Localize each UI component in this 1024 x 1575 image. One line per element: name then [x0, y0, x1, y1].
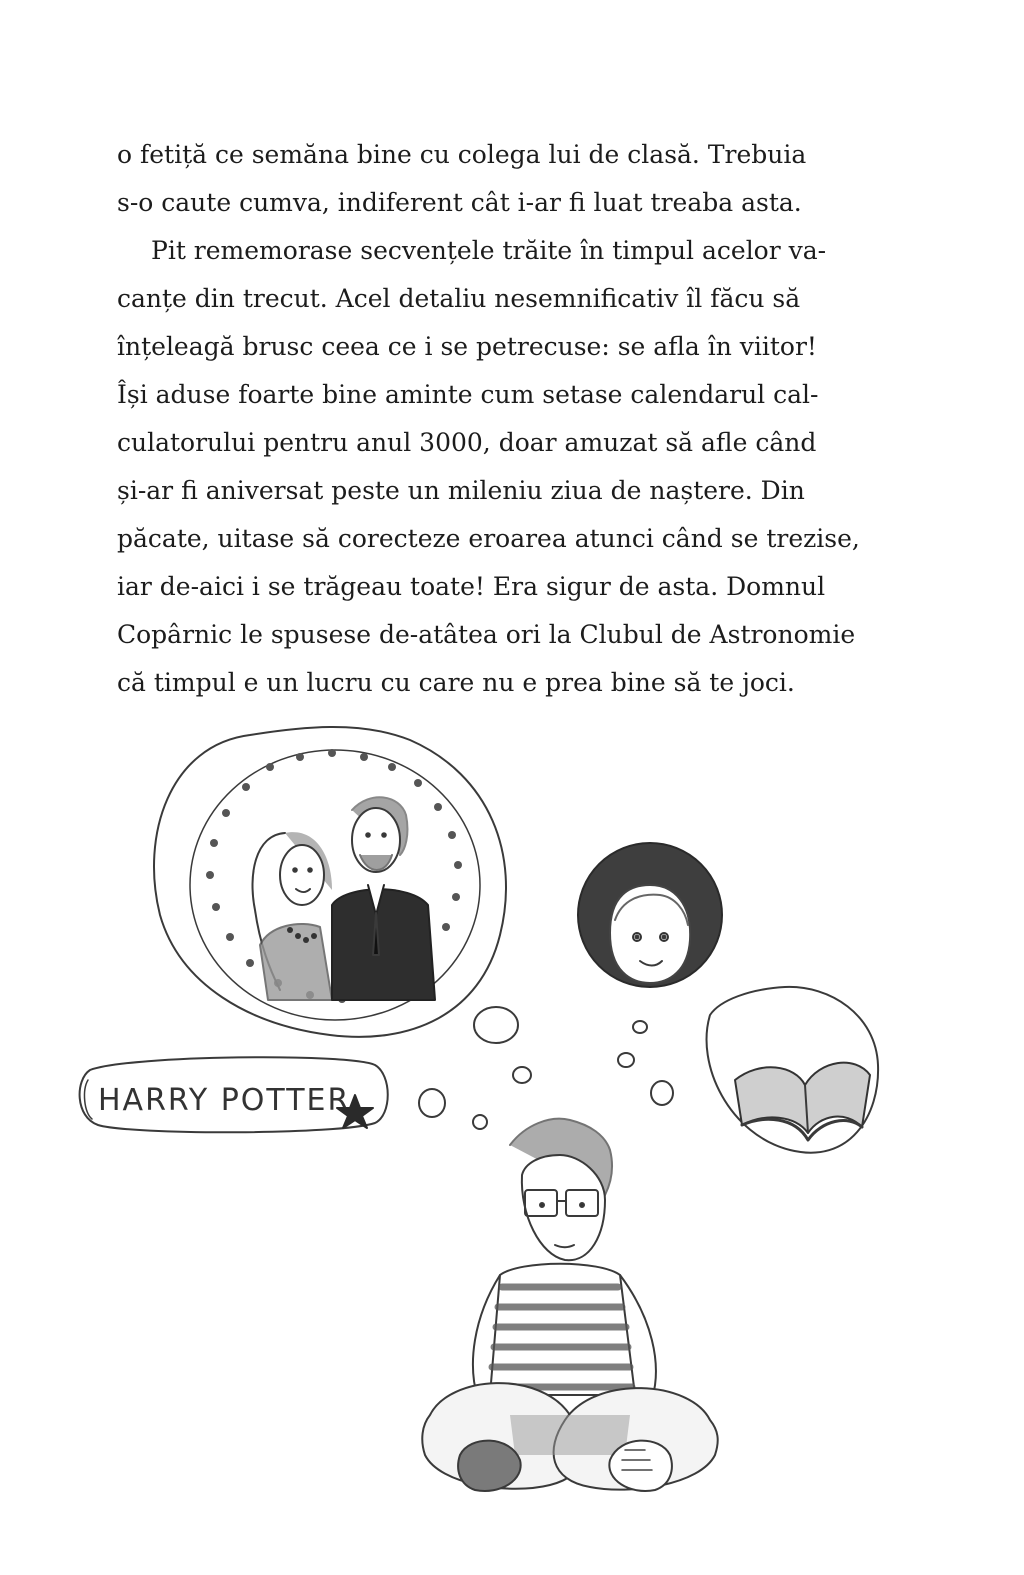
text-line-8: și-ar fi aniversat peste un mileniu ziua de naștere. Din: [117, 476, 805, 505]
text-line-4: canțe din trecut. Acel detaliu nesemnificativ îl făcu să: [117, 284, 801, 313]
boy-figure: [422, 1119, 717, 1491]
text-line-7: culatorului pentru anul 3000, doar amuzat să afle când: [117, 428, 817, 457]
pencil-illustration: [70, 715, 970, 1575]
thought-circles: [419, 1007, 673, 1129]
text-line-12: că timpul e un lucru cu care nu e prea bine să te joci.: [117, 668, 795, 697]
text-line-3: Pit rememorase secvențele trăite în timpul acelor va-: [151, 236, 827, 265]
text-line-10: iar de-aici i se trăgeau toate! Era sigur de asta. Domnul: [117, 572, 826, 601]
text-line-5: înțeleagă brusc ceea ce i se petrecuse: se afla în viitor!: [117, 332, 817, 361]
book-bubble: [707, 987, 879, 1153]
text-line-11: Copârnic le spusese de-atâtea ori la Clubul de Astronomie: [117, 620, 856, 649]
text-line-9: păcate, uitase să corecteze eroarea atunci când se trezise,: [117, 524, 860, 553]
page-text: [117, 131, 874, 707]
text-line-2: s-o caute cumva, indiferent cât i-ar fi luat treaba asta.: [117, 188, 802, 217]
text-line-1: o fetiță ce semăna bine cu colega lui de clasă. Trebuia: [117, 140, 807, 169]
portrait-bubble: [154, 727, 506, 1037]
text-line-6: Își aduse foarte bine aminte cum setase calendarul cal-: [117, 380, 819, 409]
harry-potter-label: HARRY POTTER: [98, 1083, 351, 1118]
girl-bubble: [578, 843, 722, 987]
